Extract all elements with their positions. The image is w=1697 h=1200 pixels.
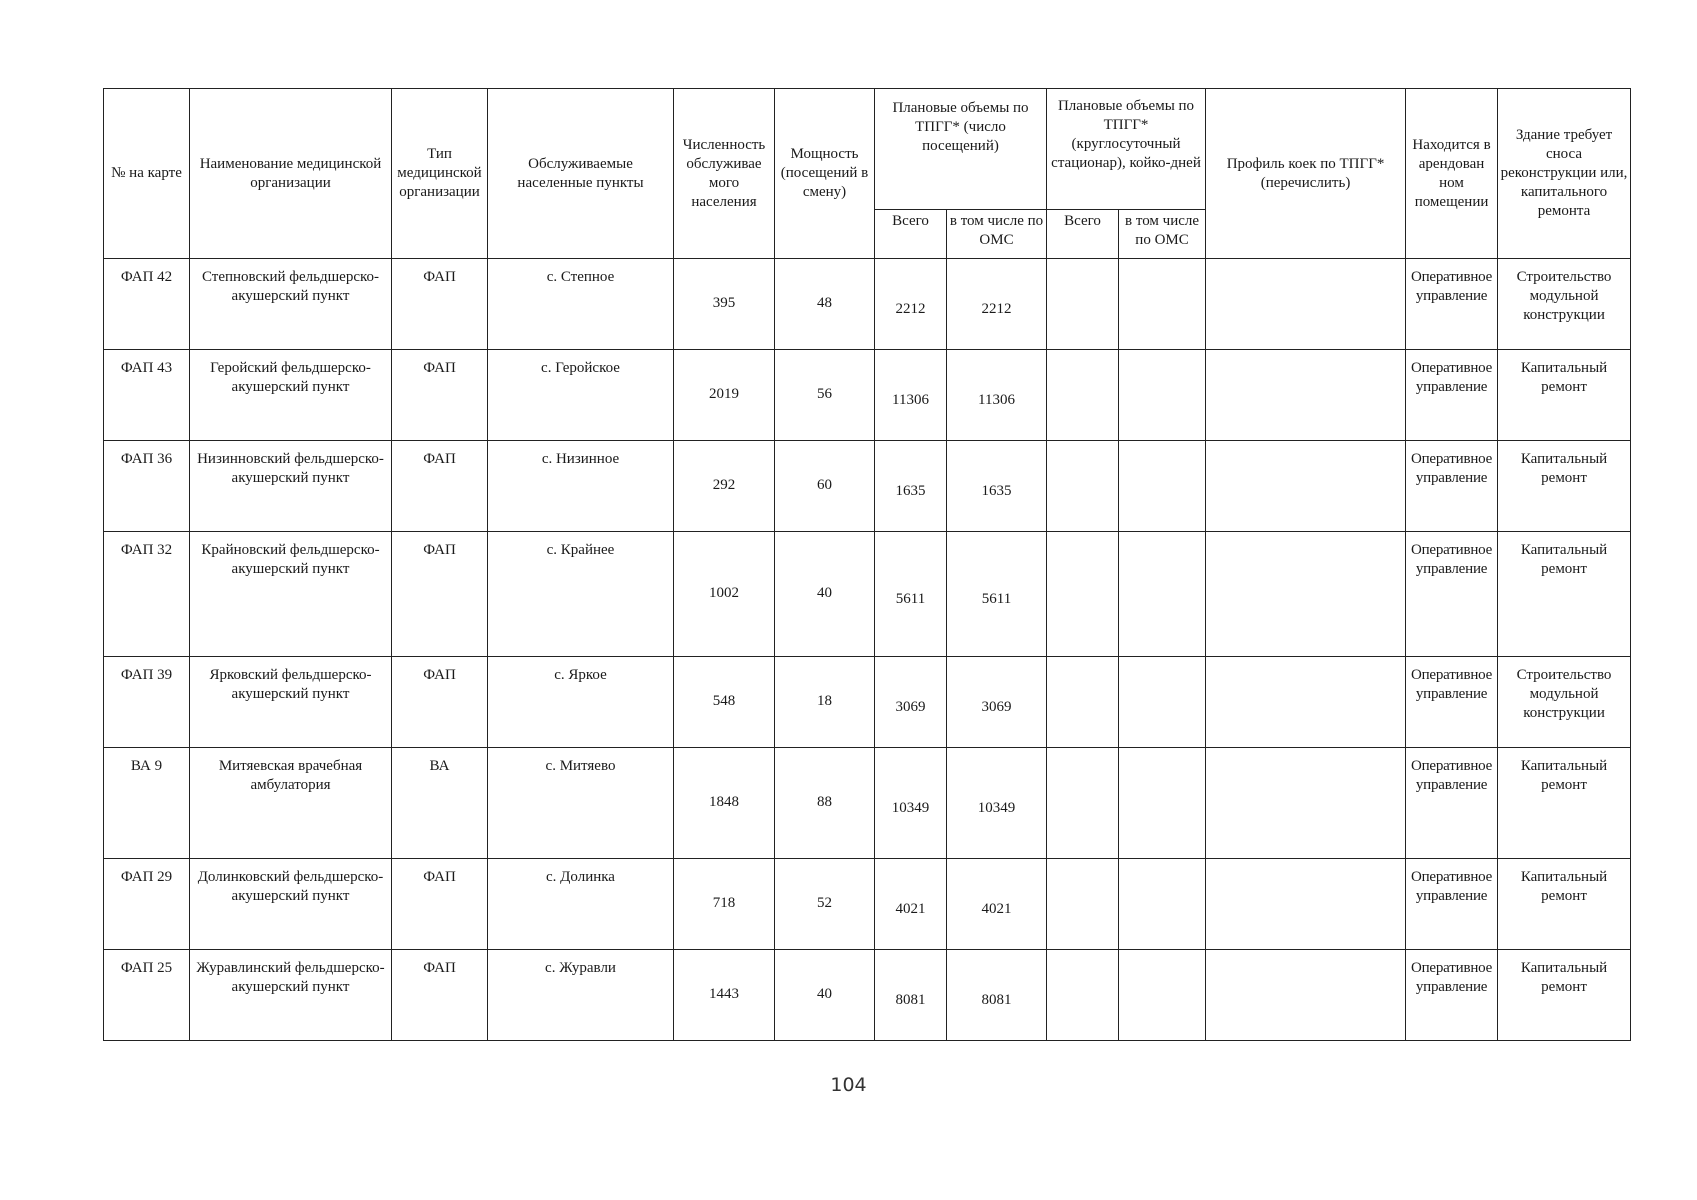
- table-row: [104, 950, 1631, 1041]
- cell-beddays-oms: [1119, 950, 1206, 1041]
- cell-org-type: ФАП: [392, 950, 488, 1041]
- cell-bed-profile: [1206, 259, 1406, 350]
- cell-capacity: 60: [775, 441, 875, 532]
- rented-text: Оперативное управление: [1410, 269, 1493, 304]
- cell-visits-oms: 1635: [947, 441, 1047, 532]
- header-beddays-oms: в том числе по ОМС: [1119, 210, 1206, 259]
- cell-settlement: с. Степное: [488, 259, 674, 350]
- cell-map-no: ФАП 39: [104, 657, 190, 748]
- cell-beddays-total: [1047, 532, 1119, 657]
- rented-text: Оперативное управление: [1410, 960, 1493, 995]
- cell-org-name: Долинковский фельдшерско-акушерский пункт: [190, 859, 392, 950]
- cell-bed-profile: [1206, 441, 1406, 532]
- cell-settlement: с. Яркое: [488, 657, 674, 748]
- header-visits-total: Всего: [875, 210, 947, 259]
- cell-capacity: 52: [775, 859, 875, 950]
- cell-visits-oms: 2212: [947, 259, 1047, 350]
- cell-org-type: ВА: [392, 748, 488, 859]
- cell-bed-profile: [1206, 657, 1406, 748]
- cell-beddays-oms: [1119, 441, 1206, 532]
- cell-beddays-oms: [1119, 748, 1206, 859]
- cell-population: 718: [674, 859, 775, 950]
- cell-building: Капитальный ремонт: [1498, 950, 1631, 1041]
- cell-beddays-oms: [1119, 350, 1206, 441]
- cell-rented: [1406, 259, 1498, 350]
- cell-bed-profile: [1206, 350, 1406, 441]
- cell-settlement: с. Низинное: [488, 441, 674, 532]
- cell-visits-total: 10349: [875, 748, 947, 859]
- header-population: Численность обслуживае мого населения: [674, 89, 775, 259]
- header-visits-oms: в том числе по ОМС: [947, 210, 1047, 259]
- cell-org-name: Степновский фельдшерско-акушерский пункт: [190, 259, 392, 350]
- page-number: 104: [830, 1074, 867, 1096]
- cell-map-no: ФАП 43: [104, 350, 190, 441]
- header-beddays-total: Всего: [1047, 210, 1119, 259]
- cell-visits-total: 8081: [875, 950, 947, 1041]
- cell-beddays-total: [1047, 657, 1119, 748]
- cell-beddays-total: [1047, 950, 1119, 1041]
- cell-population: 1002: [674, 532, 775, 657]
- cell-bed-profile: [1206, 950, 1406, 1041]
- rented-text: Оперативное управление: [1410, 360, 1493, 395]
- cell-building: Капитальный ремонт: [1498, 748, 1631, 859]
- cell-map-no: ФАП 36: [104, 441, 190, 532]
- header-rented: Находится в арендован ном помещении: [1406, 89, 1498, 259]
- cell-org-name: Низинновский фельдшерско-акушерский пункт: [190, 441, 392, 532]
- table-body: [104, 259, 1631, 1041]
- header-visits-group: Плановые объемы по ТПГГ* (число посещений): [875, 89, 1047, 210]
- cell-bed-profile: [1206, 859, 1406, 950]
- cell-settlement: с. Геройское: [488, 350, 674, 441]
- cell-building: Капитальный ремонт: [1498, 532, 1631, 657]
- rented-text: Оперативное управление: [1410, 667, 1493, 702]
- cell-building: Строительство модульной конструкции: [1498, 657, 1631, 748]
- cell-map-no: ФАП 29: [104, 859, 190, 950]
- cell-rented: [1406, 532, 1498, 657]
- cell-org-type: ФАП: [392, 350, 488, 441]
- cell-beddays-oms: [1119, 657, 1206, 748]
- cell-org-type: ФАП: [392, 532, 488, 657]
- rented-text: Оперативное управление: [1410, 869, 1493, 904]
- cell-settlement: с. Крайнее: [488, 532, 674, 657]
- cell-beddays-total: [1047, 441, 1119, 532]
- cell-visits-oms: 4021: [947, 859, 1047, 950]
- table-header: [104, 89, 1631, 259]
- table-row: [104, 350, 1631, 441]
- cell-capacity: 56: [775, 350, 875, 441]
- cell-beddays-oms: [1119, 259, 1206, 350]
- cell-rented: [1406, 350, 1498, 441]
- header-org-type: Тип медицинской организации: [392, 89, 488, 259]
- table-row: [104, 657, 1631, 748]
- cell-capacity: 40: [775, 532, 875, 657]
- rented-text: Оперативное управление: [1410, 451, 1493, 486]
- cell-visits-oms: 3069: [947, 657, 1047, 748]
- cell-capacity: 88: [775, 748, 875, 859]
- cell-org-name: Геройский фельдшерско-акушерский пункт: [190, 350, 392, 441]
- cell-visits-total: 3069: [875, 657, 947, 748]
- cell-population: 1443: [674, 950, 775, 1041]
- cell-org-name: Ярковский фельдшерско-акушерский пункт: [190, 657, 392, 748]
- cell-beddays-oms: [1119, 532, 1206, 657]
- header-map-no: № на карте: [104, 89, 190, 259]
- cell-settlement: с. Журавли: [488, 950, 674, 1041]
- cell-visits-oms: 8081: [947, 950, 1047, 1041]
- cell-rented: [1406, 859, 1498, 950]
- cell-bed-profile: [1206, 532, 1406, 657]
- cell-building: Капитальный ремонт: [1498, 441, 1631, 532]
- cell-rented: [1406, 748, 1498, 859]
- table-row: [104, 748, 1631, 859]
- cell-beddays-total: [1047, 259, 1119, 350]
- cell-org-type: ФАП: [392, 657, 488, 748]
- rented-text: Оперативное управление: [1410, 758, 1493, 793]
- table-row: [104, 259, 1631, 350]
- header-beddays-group: Плановые объемы по ТПГГ* (круглосуточный стационар), койко-дней: [1047, 89, 1206, 210]
- cell-population: 292: [674, 441, 775, 532]
- rented-text: Оперативное управление: [1410, 542, 1493, 577]
- cell-population: 548: [674, 657, 775, 748]
- cell-population: 2019: [674, 350, 775, 441]
- cell-beddays-total: [1047, 748, 1119, 859]
- cell-building: Капитальный ремонт: [1498, 859, 1631, 950]
- cell-map-no: ФАП 25: [104, 950, 190, 1041]
- cell-settlement: с. Долинка: [488, 859, 674, 950]
- cell-beddays-total: [1047, 859, 1119, 950]
- cell-visits-total: 1635: [875, 441, 947, 532]
- cell-visits-total: 4021: [875, 859, 947, 950]
- cell-rented: [1406, 950, 1498, 1041]
- cell-visits-total: 2212: [875, 259, 947, 350]
- table-row: [104, 859, 1631, 950]
- cell-population: 1848: [674, 748, 775, 859]
- cell-visits-total: 11306: [875, 350, 947, 441]
- cell-population: 395: [674, 259, 775, 350]
- cell-org-name: Крайновский фельдшерско-акушерский пункт: [190, 532, 392, 657]
- cell-building: Строительство модульной конструкции: [1498, 259, 1631, 350]
- cell-rented: [1406, 441, 1498, 532]
- cell-rented: [1406, 657, 1498, 748]
- cell-visits-oms: 5611: [947, 532, 1047, 657]
- cell-visits-oms: 11306: [947, 350, 1047, 441]
- cell-beddays-oms: [1119, 859, 1206, 950]
- cell-capacity: 48: [775, 259, 875, 350]
- header-building: Здание требует сноса реконструкции или, капитального ремонта: [1498, 89, 1631, 259]
- cell-building: Капитальный ремонт: [1498, 350, 1631, 441]
- cell-org-name: Митяевская врачебная амбулатория: [190, 748, 392, 859]
- header-bed-profile: Профиль коек по ТПГГ* (перечислить): [1206, 89, 1406, 259]
- cell-bed-profile: [1206, 748, 1406, 859]
- cell-visits-oms: 10349: [947, 748, 1047, 859]
- header-settlements: Обслуживаемые населенные пункты: [488, 89, 674, 259]
- cell-capacity: 40: [775, 950, 875, 1041]
- medical-organizations-table: [103, 88, 1631, 1041]
- header-capacity: Мощность (посещений в смену): [775, 89, 875, 259]
- cell-org-type: ФАП: [392, 259, 488, 350]
- cell-org-type: ФАП: [392, 859, 488, 950]
- cell-map-no: ВА 9: [104, 748, 190, 859]
- cell-visits-total: 5611: [875, 532, 947, 657]
- cell-settlement: с. Митяево: [488, 748, 674, 859]
- table-row: [104, 532, 1631, 657]
- cell-capacity: 18: [775, 657, 875, 748]
- cell-org-type: ФАП: [392, 441, 488, 532]
- cell-map-no: ФАП 32: [104, 532, 190, 657]
- cell-org-name: Журавлинский фельдшерско-акушерский пункт: [190, 950, 392, 1041]
- header-org-name: Наименование медицинской организации: [190, 89, 392, 259]
- cell-beddays-total: [1047, 350, 1119, 441]
- table-row: [104, 441, 1631, 532]
- cell-map-no: ФАП 42: [104, 259, 190, 350]
